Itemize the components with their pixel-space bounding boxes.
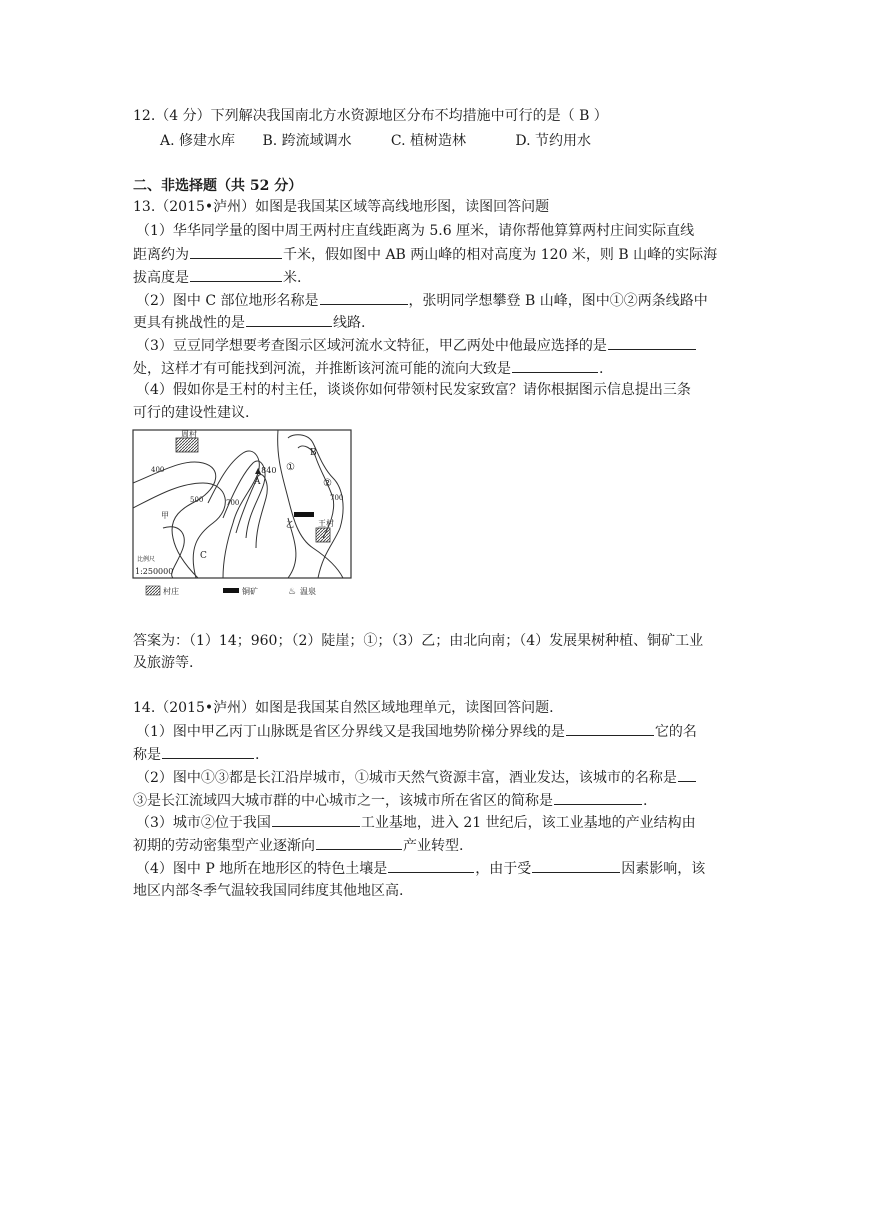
q13-p3-text: . bbox=[599, 361, 604, 377]
q14-p3-text: 产业转型. bbox=[403, 838, 464, 854]
q13-p2-line2 bbox=[133, 312, 365, 333]
q12-option-d: D. 节约用水 bbox=[515, 133, 591, 149]
q14-p4-text: 因素影响，该 bbox=[621, 861, 706, 877]
q14-p1-line2 bbox=[133, 744, 259, 765]
answer-blank[interactable] bbox=[320, 290, 408, 305]
q14-p2-line1 bbox=[136, 767, 697, 788]
answer-blank[interactable] bbox=[190, 267, 282, 282]
q12-option-c: C. 植树造林 bbox=[390, 133, 467, 149]
legend-village-swatch bbox=[146, 586, 160, 595]
q14-p3-line1 bbox=[136, 812, 696, 833]
q13-p1-text: 米. bbox=[283, 270, 302, 286]
q13-p3-text: （3）豆豆同学想要考查图示区域河流水文特征，甲乙两处中他最应选择的是 bbox=[136, 338, 607, 354]
q13-p1-line1: （1）华华同学量的图中周王两村庄直线距离为 5.6 厘米，请你帮他算算两村庄间实际直线 bbox=[136, 223, 695, 239]
wang-village-marker bbox=[316, 528, 330, 542]
q12-stem: 12.（4 分）下列解决我国南北方水资源地区分布不均措施中可行的是（ B ） bbox=[133, 108, 608, 124]
jia-label: 甲 bbox=[161, 511, 169, 520]
q14-p4-text: ，由于受 bbox=[475, 861, 532, 877]
q14-p4-line1 bbox=[136, 858, 705, 879]
q13-p2-text: 更具有挑战性的是 bbox=[133, 315, 245, 331]
q14-p2-text: ③是长江流域四大城市群的中心城市之一，该城市所在省区的简称是 bbox=[133, 793, 553, 809]
q12-options bbox=[160, 131, 591, 151]
legend-village: 村庄 bbox=[163, 587, 179, 596]
q13-answer-line2: 及旅游等. bbox=[133, 655, 194, 671]
q14-p4-text: （4）图中 P 地所在地形区的特色土壤是 bbox=[136, 861, 388, 877]
map-legend bbox=[146, 586, 316, 597]
contour-label: 400 bbox=[151, 466, 165, 474]
q13-p2-text: ，张明同学想攀登 B 山峰，图中①②两条线路中 bbox=[408, 293, 708, 309]
scale-label: 比例尺 bbox=[137, 556, 156, 563]
answer-blank[interactable] bbox=[554, 790, 642, 805]
section-heading: 二、非选择题（共 52 分） bbox=[133, 178, 303, 194]
q13-p3-text: 处，这样才有可能找到河流，并推断该河流可能的流向大致是 bbox=[133, 361, 511, 377]
answer-blank[interactable] bbox=[532, 858, 620, 873]
q14-p1-line1 bbox=[136, 721, 697, 742]
answer-blank[interactable] bbox=[512, 358, 598, 373]
contour-label: 700 bbox=[226, 499, 240, 507]
q14-p3-text: 工业基地，进入 21 世纪后，该工业基地的产业结构由 bbox=[360, 815, 696, 831]
q12-option-a: A. 修建水库 bbox=[160, 133, 236, 149]
answer-blank[interactable] bbox=[566, 721, 654, 736]
answer-blank[interactable] bbox=[608, 335, 696, 350]
legend-copper-swatch bbox=[223, 588, 239, 593]
q13-p2-text: 线路. bbox=[333, 315, 366, 331]
q13-p1-line2 bbox=[133, 244, 717, 265]
answer-blank[interactable] bbox=[316, 835, 402, 850]
legend-copper: 铜矿 bbox=[242, 587, 258, 596]
answer-blank[interactable] bbox=[678, 767, 696, 782]
legend-spring: 温泉 bbox=[300, 587, 316, 596]
q14-p1-text: 它的名 bbox=[654, 724, 697, 740]
q13-p3-line2 bbox=[133, 358, 603, 379]
answer-blank[interactable] bbox=[190, 244, 282, 259]
answer-blank[interactable] bbox=[272, 812, 360, 827]
q14-p3-line2 bbox=[133, 835, 463, 856]
q14-p3-text: 初期的劳动密集型产业逐渐向 bbox=[133, 838, 315, 854]
zhou-village-label: 周村 bbox=[181, 430, 197, 439]
wang-village-label: 王村 bbox=[318, 519, 334, 528]
q14-p3-text: （3）城市②位于我国 bbox=[136, 815, 271, 831]
q13-p1-text: 千米，假如图中 AB 两山峰的相对高度为 120 米，则 B 山峰的实际海 bbox=[283, 247, 718, 263]
peak-a-height: ▲840 bbox=[255, 466, 277, 475]
q13-p4-line2: 可行的建设性建议. bbox=[133, 405, 250, 421]
q13-p1-text: 拔高度是 bbox=[133, 270, 189, 286]
q14-p1-text: （1）图中甲乙丙丁山脉既是省区分界线又是我国地势阶梯分界线的是 bbox=[136, 724, 565, 740]
peak-a-label: A bbox=[254, 477, 261, 487]
q13-p1-text: 距离约为 bbox=[133, 247, 189, 263]
yi-label: 乙 bbox=[286, 520, 294, 529]
q14-p2-line2 bbox=[133, 790, 647, 811]
answer-blank[interactable] bbox=[388, 858, 474, 873]
zhou-village-marker bbox=[176, 438, 198, 452]
copper-mine-marker bbox=[294, 512, 314, 517]
q14-p1-text: 称是 bbox=[133, 747, 161, 763]
c-label: C bbox=[200, 551, 207, 561]
q14-p2-text: （2）图中①③都是长江沿岸城市，①城市天然气资源丰富，酒业发达，该城市的名称是 bbox=[136, 770, 677, 786]
q12-option-b: B. 跨流域调水 bbox=[262, 133, 352, 149]
peak-b-label: B bbox=[310, 448, 317, 458]
contour-map bbox=[128, 428, 360, 603]
answer-blank[interactable] bbox=[246, 312, 332, 327]
map-frame bbox=[133, 430, 351, 578]
route-1-label: ① bbox=[286, 462, 295, 473]
answer-blank[interactable] bbox=[162, 744, 254, 759]
q13-answer-line1: 答案为：（1）14；960；（2）陡崖；①；（3）乙；由北向南；（4）发展果树种植、铜矿工业 bbox=[133, 633, 704, 649]
q13-p2-text: （2）图中 C 部位地形名称是 bbox=[136, 293, 319, 309]
scale-value: 1:250000 bbox=[135, 567, 174, 576]
contour-label: 700 bbox=[330, 494, 344, 502]
q13-p4-line1: （4）假如你是王村的村主任，谈谈你如何带领村民发家致富？请你根据图示信息提出三条 bbox=[136, 382, 691, 398]
route-2-label: ② bbox=[323, 478, 332, 489]
hot-spring-icon: ♨ bbox=[288, 587, 297, 597]
q13-stem: 13.（2015•泸州）如图是我国某区域等高线地形图，读图回答问题 bbox=[133, 199, 550, 215]
q14-stem: 14.（2015•泸州）如图是我国某自然区域地理单元，读图回答问题. bbox=[133, 700, 554, 716]
q13-p2-line1 bbox=[136, 290, 708, 311]
q14-p1-text: . bbox=[255, 747, 260, 763]
q14-p4-line2: 地区内部冬季气温较我国同纬度其他地区高. bbox=[133, 883, 404, 899]
q13-p1-line3 bbox=[133, 267, 301, 288]
q14-p2-text: . bbox=[643, 793, 648, 809]
contour-label: 500 bbox=[190, 496, 204, 504]
q13-p3-line1 bbox=[136, 335, 697, 356]
